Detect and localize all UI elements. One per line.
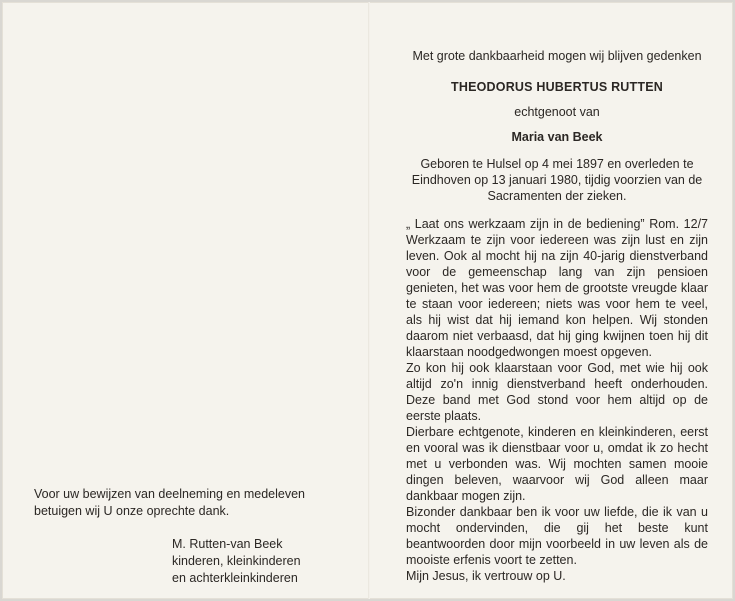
tribute-paragraph: „ Laat ons werkzaam zijn in de bediening” Rom. 12/7 Werkzaam te zijn voor iedereen was zijn lust en zijn leven. Ook al mocht hij na zijn 40-jarig dienstverband voor de gemeenschap lang van zijn pensioen genieten, het was voor hem de grootste vreugde klaar te staan voor iedereen; niets was voor hem te veel, als hij wist dat hij iemand kon helpen. Wij stonden daarom niet verbaasd, dat hij ging kwijnen toen hij dit klaarstaan noodgedwongen moest opgeven. xyxy=(406,217,708,359)
tribute-paragraph: Bizonder dankbaar ben ik voor uw liefde, die ik van u mocht ondervinden, die gij het beste kunt beantwoorden door mijn voorbeeld in uw leven als de mooiste erfenis voort te zetten. xyxy=(406,505,708,567)
card-fold xyxy=(368,2,370,599)
thanks-line: Voor uw bewijzen van deelneming en medeleven xyxy=(34,487,306,501)
deceased-name: THEODORUS HUBERTUS RUTTEN xyxy=(451,80,663,94)
memorial-card xyxy=(2,2,733,599)
tribute-paragraph: Dierbare echtgenote, kinderen en kleinkinderen, eerst en vooral was ik dienstbaar voor u, omdat ik zo hecht met u verbonden was. Wij mochten samen mooie dingen beleven, waarvoor wij God alleen maar dankbaar mogen zijn. xyxy=(406,425,708,503)
thanks-text xyxy=(34,486,305,520)
thanks-line: betuigen wij U onze oprechte dank. xyxy=(34,504,230,518)
born-line: Eindhoven op 13 januari 1980, tijdig voorzien van de xyxy=(411,173,703,187)
tribute-paragraph: Mijn Jesus, ik vertrouw op U. xyxy=(406,569,566,583)
spouse-name: Maria van Beek xyxy=(511,130,603,144)
intro-line: Met grote dankbaarheid mogen wij blijven gedenken xyxy=(412,49,702,63)
born-line: Geboren te Hulsel op 4 mei 1897 en overleden te xyxy=(420,157,694,171)
birth-death-text xyxy=(406,156,708,204)
signature-line: kinderen, kleinkinderen xyxy=(172,554,301,568)
relation-line: echtgenoot van xyxy=(514,105,600,119)
tribute-text xyxy=(406,216,708,584)
signature-line: M. Rutten-van Beek xyxy=(172,537,283,551)
memorial-text xyxy=(406,48,708,584)
signature-block xyxy=(172,536,301,587)
signature-line: en achterkleinkinderen xyxy=(172,571,298,585)
born-line: Sacramenten der zieken. xyxy=(487,189,627,203)
tribute-paragraph: Zo kon hij ook klaarstaan voor God, met wie hij ook altijd zo'n innig dienstverband heeft onderhouden. Deze band met God stond voor hem altijd op de eerste plaats. xyxy=(406,361,708,423)
